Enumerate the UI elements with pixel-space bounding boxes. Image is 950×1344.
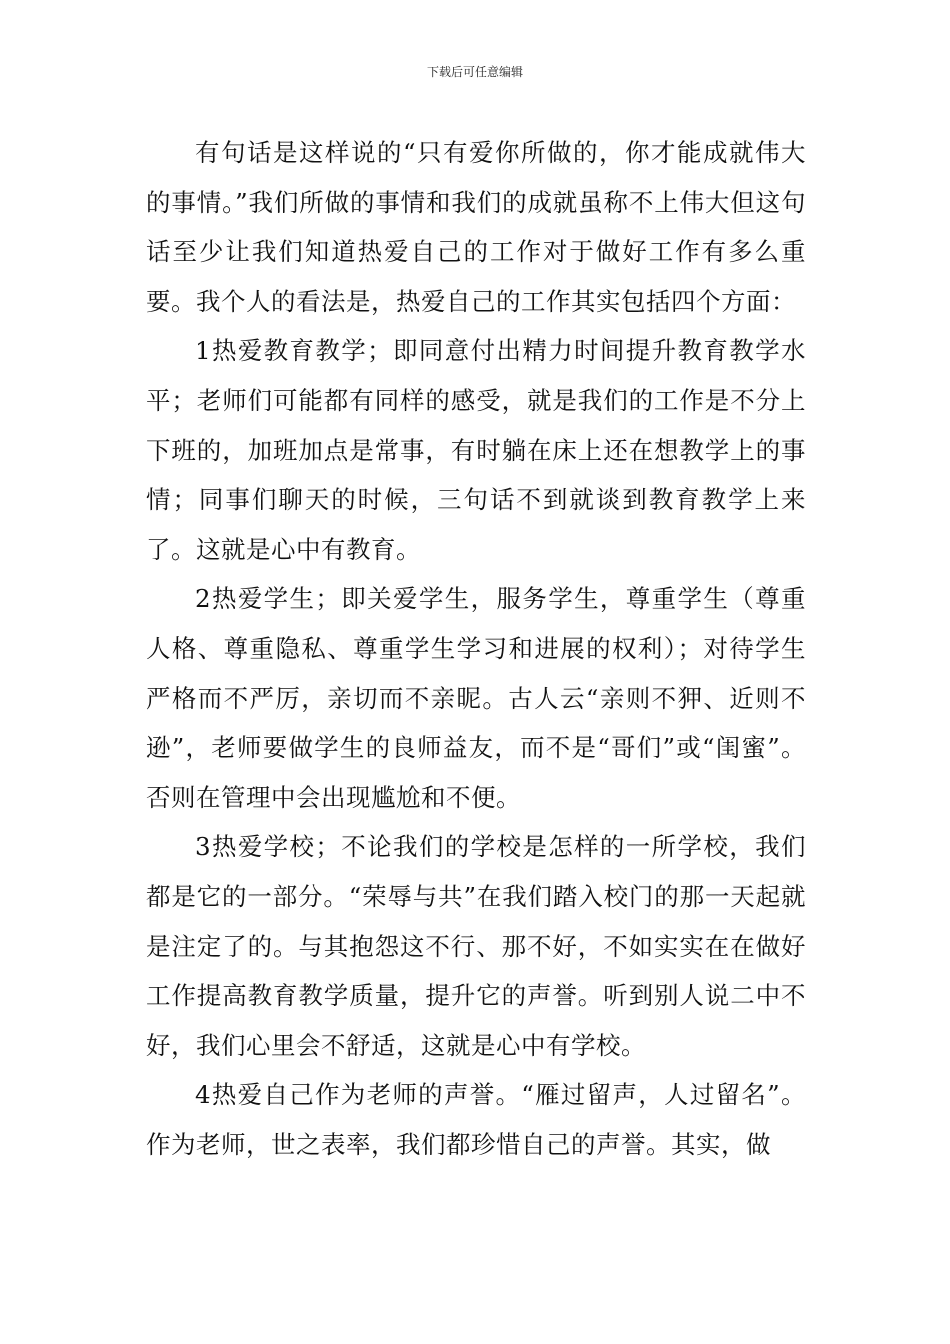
paragraph-point-1: 1热爱教育教学；即同意付出精力时间提升教育教学水平；老师们可能都有同样的感受，就是我们的工作是不分上下班的，加班加点是常事，有时躺在床上还在想教学上的事情；同事们聊天的时候，三句话不到就谈到教育教学上来了。这就是心中有教育。: [146, 336, 806, 564]
document-body: [146, 128, 806, 1169]
paragraph-point-2: 2热爱学生；即关爱学生，服务学生，尊重学生（尊重人格、尊重隐私、尊重学生学习和进展的权利）；对待学生严格而不严厉，亲切而不亲昵。古人云“亲则不狎、近则不逊”，老师要做学生的良师益友，而不是“哥们”或“闺蜜”。否则在管理中会出现尴尬和不便。: [146, 584, 806, 812]
paragraph-intro: 有句话是这样说的“只有爱你所做的，你才能成就伟大的事情。”我们所做的事情和我们的成就虽称不上伟大但这句话至少让我们知道热爱自己的工作对于做好工作有多么重要。我个人的看法是，热爱自己的工作其实包括四个方面：: [146, 138, 806, 316]
paragraph-point-3: 3热爱学校；不论我们的学校是怎样的一所学校，我们都是它的一部分。“荣辱与共”在我们踏入校门的那一天起就是注定了的。与其抱怨这不行、那不好，不如实实在在做好工作提高教育教学质量，提升它的声誉。听到别人说二中不好，我们心里会不舒适，这就是心中有学校。: [146, 832, 806, 1060]
page-header: 下载后可任意编辑: [426, 65, 523, 79]
paragraph-point-4: 4热爱自己作为老师的声誉。“雁过留声，人过留名”。作为老师，世之表率，我们都珍惜自己的声誉。其实，做: [146, 1080, 806, 1159]
